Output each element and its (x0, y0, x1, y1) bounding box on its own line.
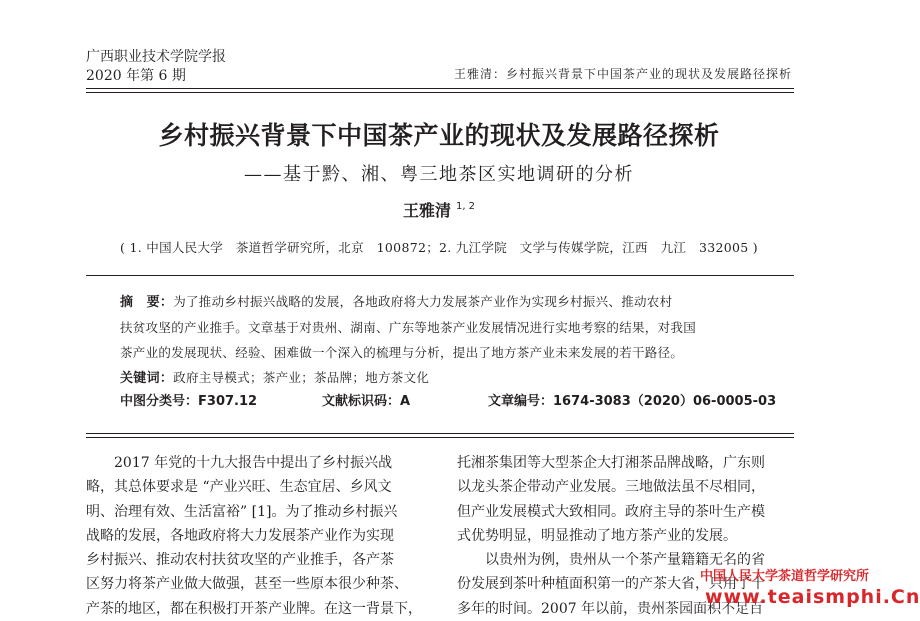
doc-value: A (400, 394, 411, 409)
body-right-line: 式优势明显，明显推动了地方茶产业的发展。 (457, 527, 737, 544)
journal-name: 广西职业技术学院学报 (86, 49, 226, 65)
body-rule-top (86, 433, 794, 434)
affiliation-rule (86, 275, 794, 276)
abstract-line-1 (86, 291, 794, 310)
body-right-line: 多年的时间。2007 年以前，贵州茶园面积不足百 (457, 600, 764, 617)
body-left-line: 明、治理有效、生活富裕” [1]。为了推动乡村振兴 (86, 503, 398, 520)
clc-number (120, 390, 257, 409)
running-title: 王雅清：乡村振兴背景下中国茶产业的现状及发展路径探析 (453, 67, 792, 81)
body-right-line: 托湘茶集团等大型茶企大打湘茶品牌战略，广东则 (457, 455, 765, 471)
author-affiliation-marker: 1, 2 (455, 201, 476, 212)
clc-label: 中图分类号： (120, 394, 199, 409)
body-left-line: 略，其总体要求是 “产业兴旺、生态宜居、乡风文 (86, 479, 392, 496)
body-rule-bottom (86, 437, 794, 438)
body-left-line: 产茶的地区，都在积极打开茶产业牌。在这一背景下， (86, 600, 422, 617)
body-right-line: 但产业发展模式大致相同。政府主导的茶叶生产模 (457, 503, 765, 520)
body-right-line: 份发展到茶叶种植面积第一的产茶大省，只用了十 (457, 576, 765, 593)
body-left-line: 2017 年党的十九大报告中提出了乡村振兴战 (86, 455, 393, 471)
article-id-label: 文章编号： (488, 394, 554, 409)
keywords-line (120, 367, 828, 386)
article-title: 乡村振兴背景下中国茶产业的现状及发展路径探析 (158, 121, 720, 150)
article-number (488, 390, 776, 409)
keywords-label: 关键词： (120, 371, 174, 386)
article-subtitle: ——基于黔、湘、粤三地茶区实地调研的分析 (244, 164, 634, 185)
body-left-line: 乡村振兴、推动农村扶贫攻坚的产业推手，各产茶 (86, 552, 394, 569)
clc-value: F307.12 (198, 394, 258, 409)
body-column-left (86, 451, 426, 621)
body-right-line: 以贵州为例，贵州从一个茶产量籍籍无名的省 (457, 552, 765, 569)
body-left-line: 区努力将茶产业做大做强，甚至一些原本很少种茶、 (86, 576, 408, 593)
watermark-organization: 中国人民大学茶道哲学研究所 (700, 569, 870, 584)
header-rule-thin (86, 92, 794, 93)
abstract-text-3: 茶产业的发展现状、经验、困难做一个深入的梳理与分析，提出了地方茶产业未来发展的若干路径。 (120, 345, 684, 360)
keywords-text: 政府主导模式；茶产业；茶品牌；地方茶文化 (173, 370, 430, 385)
body-right-line: 以龙头茶企带动产业发展。三地做法虽不尽相同， (457, 479, 765, 496)
abstract-line-2 (86, 318, 794, 336)
journal-issue: 2020 年第 6 期 (86, 68, 186, 84)
article-id-value: 1674-3083（2020）06-0005-03 (553, 394, 777, 409)
abstract-line-3 (86, 343, 794, 361)
body-left-line: 战略的发展，各地政府将大力发展茶产业作为实现 (86, 527, 394, 544)
journal-header (86, 48, 226, 86)
abstract-text-1: 为了推动乡村振兴战略的发展，各地政府将大力发展茶产业作为实现乡村振兴、推动农村 (173, 294, 673, 309)
abstract-text-2: 扶贫攻坚的产业推手。文章基于对贵州、湖南、广东等地茶产业发展情况进行实地考察的结果，对我国 (120, 320, 697, 335)
header-rule-thick (86, 88, 794, 89)
doc-label: 文献标识码： (322, 394, 401, 409)
watermark-url: www.teaismphi.Cn (705, 586, 920, 608)
document-code (322, 390, 410, 409)
author (0, 198, 878, 221)
abstract-label: 摘 要： (120, 295, 174, 310)
affiliation: ( 1. 中国人民大学 茶道哲学研究所，北京 100872；2. 九江学院 文学与传媒学院，江西 九江 332005 ) (120, 240, 758, 255)
author-name: 王雅清 (402, 201, 451, 220)
